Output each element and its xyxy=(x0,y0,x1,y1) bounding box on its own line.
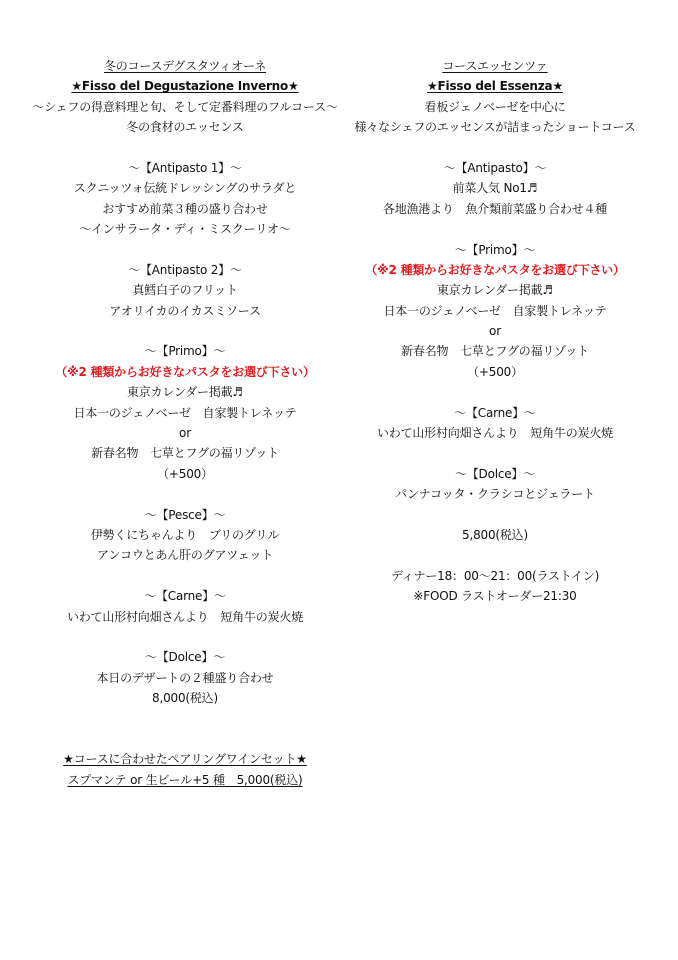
course-title: ★Fisso del Degustazione Inverno★ xyxy=(71,79,299,94)
course-title: ★Fisso del Essenza★ xyxy=(427,79,563,94)
course-description: ～シェフの得意料理と旬、そして定番料理のフルコース～ xyxy=(32,99,338,114)
menu-item: いわて山形村向畑さんより 短角牛の炭火焼 xyxy=(376,426,613,441)
menu-item: 真鱈白子のフリット xyxy=(132,283,238,298)
section-header-pesce: ～【Pesce】～ xyxy=(144,507,226,522)
last-order-note: ※FOOD ラストオーダー21:30 xyxy=(413,589,577,604)
section-header-dolce: ～【Dolce】～ xyxy=(454,466,536,481)
section-header-dolce: ～【Dolce】～ xyxy=(144,650,226,665)
course-subdescription: 冬の食材のエッセンス xyxy=(126,120,244,135)
section-header-antipasto-1: ～【Antipasto 1】～ xyxy=(128,160,242,175)
menu-item: 東京カレンダー掲載♬ xyxy=(437,283,553,298)
pasta-choice-note: （※2 種類からお好きなパスタをお選び下さい） xyxy=(55,364,315,379)
menu-item: アンコウとあん肝のグアツェット xyxy=(96,548,274,563)
section-header-primo: ～【Primo】～ xyxy=(454,242,536,257)
course-price: 8,000(税込) xyxy=(152,691,218,706)
menu-item: 本日のデザートの２種盛り合わせ xyxy=(96,670,274,685)
pasta-choice-note: （※2 種類からお好きなパスタをお選び下さい） xyxy=(365,262,625,277)
menu-item: おすすめ前菜３種の盛り合わせ xyxy=(102,201,268,216)
menu-item-surcharge: （+500） xyxy=(157,466,213,481)
menu-item: 伊勢くにちゃんより ブリのグリル xyxy=(90,527,280,542)
menu-item: 新春名物 七草とフグの福リゾット xyxy=(91,446,279,461)
menu-item: 東京カレンダー掲載♬ xyxy=(127,385,243,400)
menu-item: 前菜人気 No1♬ xyxy=(452,181,538,196)
course-price: 5,800(税込) xyxy=(462,527,528,542)
section-header-primo: ～【Primo】～ xyxy=(144,344,226,359)
menu-item: 日本一のジェノベーゼ 自家製トレネッテ xyxy=(383,303,607,318)
menu-item-or: or xyxy=(489,324,501,339)
pairing-title: ★コースに合わせたペアリングワインセット★ xyxy=(63,752,307,767)
course-subdescription: 様々なシェフのエッセンスが詰まったショートコース xyxy=(354,120,636,135)
section-header-carne: ～【Carne】～ xyxy=(144,589,226,604)
menu-item: アオリイカのイカスミソース xyxy=(109,303,261,318)
course-essenza xyxy=(345,56,645,607)
menu-item: 各地漁港より 魚介類前菜盛り合わせ４種 xyxy=(382,201,608,216)
course-description: 看板ジェノベーゼを中心に xyxy=(424,99,566,114)
dinner-hours: ディナー18：00～21：00(ラストイン) xyxy=(390,568,600,583)
menu-item-or: or xyxy=(179,426,191,441)
pairing-price: スプマンテ or 生ビール+5 種 5,000(税込) xyxy=(67,772,303,787)
menu-item: スクニッツォ伝統ドレッシングのサラダと xyxy=(73,181,297,196)
course-heading: 冬のコースデグスタツィオーネ xyxy=(103,59,267,73)
menu-item-surcharge: （+500） xyxy=(467,364,523,379)
section-header-carne: ～【Carne】～ xyxy=(454,405,536,420)
course-inverno xyxy=(32,56,338,790)
menu-item: パンナコッタ・クラシコとジェラート xyxy=(395,487,595,502)
menu-item: いわて山形村向畑さんより 短角牛の炭火焼 xyxy=(66,609,303,624)
menu-item: 日本一のジェノベーゼ 自家製トレネッテ xyxy=(73,405,297,420)
menu-item: 新春名物 七草とフグの福リゾット xyxy=(401,344,589,359)
menu-item: ～インサラータ・ディ・ミスクーリオ～ xyxy=(79,222,291,237)
course-heading: コースエッセンツァ xyxy=(442,59,548,73)
section-header-antipasto-2: ～【Antipasto 2】～ xyxy=(128,262,242,277)
section-header-antipasto: ～【Antipasto】～ xyxy=(443,160,547,175)
